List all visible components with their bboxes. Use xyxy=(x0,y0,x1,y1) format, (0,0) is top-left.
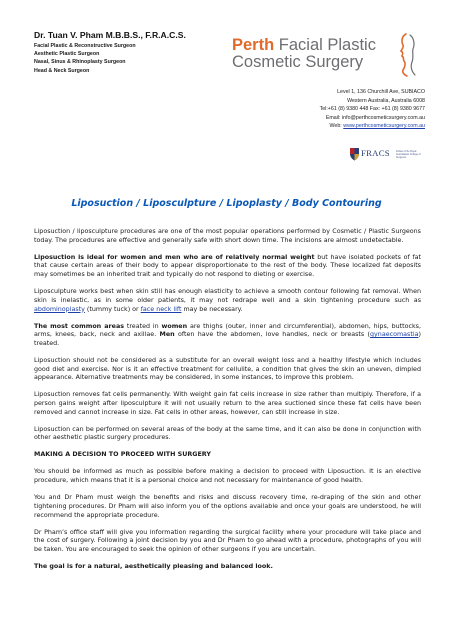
doctor-credentials xyxy=(34,30,214,75)
paragraph: Dr Pham’s office staff will give you information regarding the surgical facility where your procedure will take place and the cost of surgery. Following a joint decision by you and Dr Pham to go ahead with a procedure, photographs of you will be taken. You are encouraged to seek the opinion of other surgeons if you are uncertain. xyxy=(34,528,421,553)
paragraph: Liposuction / liposculpture procedures are one of the most popular operations performed by Cosmetic / Plastic Surgeons today. The procedures are effective and generally safe with short down time. The incisions are almost undetectable. xyxy=(34,228,421,244)
logo-line2: Cosmetic Surgery xyxy=(232,53,364,71)
role-line: Nasal, Sinus & Rhinoplasty Surgeon xyxy=(34,59,126,66)
fracs-fellow-text: Fellow of the Royal Australasian College of Surgeons xyxy=(396,150,421,160)
heading-text: MAKING A DECISION TO PROCEED WITH SURGERY xyxy=(34,451,211,459)
face-neck-lift-link[interactable]: face neck lift xyxy=(140,305,182,313)
logo-line1 xyxy=(232,36,376,54)
paragraph xyxy=(34,563,421,572)
fracs-badge xyxy=(349,147,429,171)
gynaecomastia-link[interactable]: gynaecomastia xyxy=(370,331,419,339)
text: are thighs (outer, inner and circumferential), abdomen, hips, buttocks, arms, knees, back, neck and axillae. xyxy=(34,322,421,339)
address-line: Level 1, 136 Churchill Ave, SUBIACO xyxy=(337,89,425,95)
doctor-name: Dr. Tuan V. Pham M.B.B.S., F.R.A.C.S. xyxy=(34,30,186,40)
paragraph: You and Dr Pham must weigh the benefits and risks and discuss recovery time, re-draping of the skin and other tightening procedures. Dr Pham will also inform you of the options available and once your goals are understood, he will recommend the appropriate procedure. xyxy=(34,494,421,519)
logo-accent-word: Perth xyxy=(232,36,275,54)
bold-text: Men xyxy=(159,331,175,339)
text: ) treated. xyxy=(34,331,421,347)
text: may be necessary. xyxy=(181,305,243,313)
logo-line1-text: Facial Plastic xyxy=(274,36,376,54)
website-link[interactable]: www.perthcosmeticsurgery.com.au xyxy=(343,123,425,130)
role-line: Facial Plastic & Reconstructive Surgeon xyxy=(34,43,136,49)
bold-text: Liposuction is ideal for women and men who are of relatively normal weight xyxy=(34,253,315,261)
role-line: Head & Neck Surgeon xyxy=(34,67,90,74)
text: treated in xyxy=(124,322,162,330)
paragraph xyxy=(34,323,421,349)
document-body xyxy=(34,228,421,580)
clinic-logo xyxy=(232,32,422,78)
paragraph xyxy=(34,254,421,280)
bold-text: The goal is for a natural, aesthetically pleasing and balanced look. xyxy=(34,562,273,570)
phone-fax: Tel:+61 (8) 9380 448 Fax: +61 (8) 9380 9677 xyxy=(319,106,425,113)
abdominoplasty-link[interactable]: abdominoplasty xyxy=(34,305,85,313)
fracs-abbr: FRACS xyxy=(361,148,390,158)
website xyxy=(320,122,425,131)
paragraph xyxy=(34,288,421,314)
bold-text: The most common areas xyxy=(34,322,124,330)
text: often have the abdomen, love handles, neck or breasts ( xyxy=(174,331,371,339)
paragraph: Liposuction should not be considered as a substitute for an overall weight loss and a healthy lifestyle which includes good diet and exercise. Nor is it an effective treatment for cellulite, a condition that gives the skin an uneven, dimpled appearance. Alternative treatments may be considered, in some instances, to improve this problem. xyxy=(34,356,421,382)
paragraph: Liposuction can be performed on several areas of the body at the same time, and it can also be done in conjunction with other aesthetic plastic surgery procedures. xyxy=(34,425,421,442)
document-title: Liposuction / Liposculpture / Lipoplasty / Body Contouring xyxy=(71,198,382,209)
text: (tummy tuck) or xyxy=(84,305,141,313)
role-line: Aesthetic Plastic Surgeon xyxy=(34,51,100,58)
section-heading xyxy=(34,451,421,460)
clinic-address xyxy=(320,88,425,131)
college-crest-icon xyxy=(349,147,360,161)
text: but have isolated pockets of fat that cause certain areas of their body to appear disproportionate to the rest of the body. These localized fat deposits may sometimes be an inherited trait and typically do not respond to dieting or exercise. xyxy=(34,253,421,279)
website-label: Web: xyxy=(329,123,344,130)
bold-text: women xyxy=(161,322,188,330)
address-line: Western Australia, Australia 6008 xyxy=(347,97,425,104)
email: Email: info@perthcosmeticsurgery.com.au xyxy=(325,114,425,121)
text: Liposculpture works best when skin still has enough elasticity to achieve a smooth contour following fat removal. When skin is inelastic, as in some older patients, it may not redrape well and a skin tightening procedure such as xyxy=(34,288,421,304)
paragraph: Liposuction removes fat cells permanently. With weight gain fat cells increase in size rather than multiply. Therefore, if a person gains weight after liposculpture it will not usually return to the area suctioned since these fat cells have been removed and cannot increase in size. Fat cells in other areas, however, can still increase in size. xyxy=(34,391,421,416)
silhouette-profile-icon xyxy=(397,32,419,78)
paragraph: You should be informed as much as possible before making a decision to proceed with Liposuction. It is an elective procedure, which means that it is a personal choice and not necessary for maintenance of good health. xyxy=(34,468,421,485)
